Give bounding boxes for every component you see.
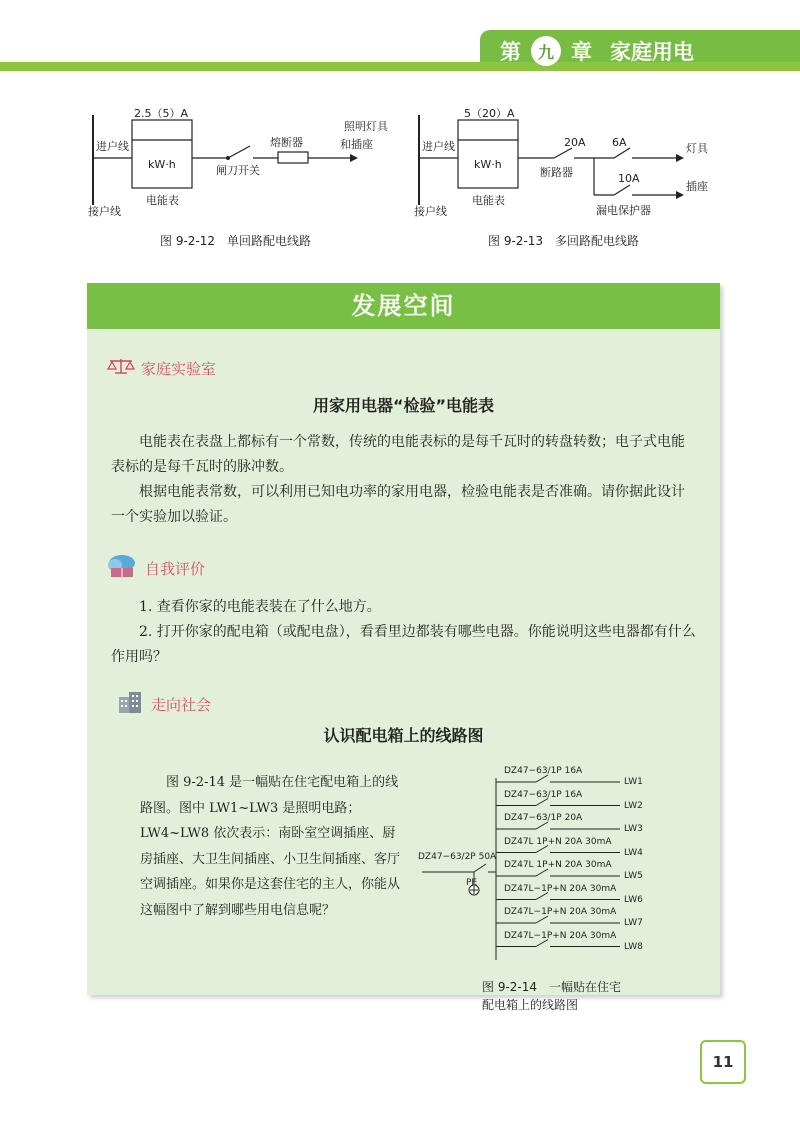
fig13-breaker-rating: 20A — [564, 136, 586, 149]
cloud-book-icon — [105, 553, 139, 583]
fig13-branch1-rating: 6A — [612, 136, 627, 149]
branch-switch — [536, 916, 548, 923]
multi-circuit-wiring — [414, 100, 714, 220]
fig13-breaker: 断路器 — [540, 166, 573, 179]
branch-spec: DZ47−63/1P 16A — [504, 789, 583, 800]
branch-spec: DZ47L−1P+N 20A 30mA — [504, 883, 617, 894]
branch-switch — [536, 846, 548, 853]
building-icon — [117, 691, 145, 717]
wiring-pe: PE — [466, 878, 478, 888]
figure-distribution-box — [414, 760, 654, 975]
wiring-caption — [482, 978, 621, 1014]
fig13-branch2-rating: 10A — [618, 172, 640, 185]
branch-line-label: LW3 — [624, 824, 643, 834]
branch-switch — [536, 799, 548, 806]
fig13-meter-label: 电能表 — [472, 194, 505, 207]
fig12-in-line: 进户线 — [96, 140, 129, 153]
fig12-load-line1: 照明灯具 — [344, 120, 388, 133]
branch-line-label: LW6 — [624, 894, 643, 905]
self-eval-heading-text: 自我评价 — [145, 559, 206, 578]
fig13-meter-unit: kW·h — [474, 158, 502, 171]
branch-switch — [536, 893, 548, 900]
branch-spec: DZ47L 1P+N 20A 30mA — [504, 836, 612, 847]
branch-spec: DZ47L 1P+N 20A 30mA — [504, 860, 612, 870]
lab-title: 用家用电器“检验”电能表 — [312, 396, 495, 415]
branch-spec: DZ47−63/1P 16A — [504, 766, 583, 776]
branch-switch — [536, 940, 548, 947]
society-heading — [117, 691, 211, 717]
self-eval-heading — [105, 553, 205, 583]
branch-switch — [536, 775, 548, 782]
branch-switch — [536, 869, 548, 876]
lab-heading — [107, 357, 216, 379]
wiring-caption-line1: 图 9-2-14 一幅贴在住宅 — [482, 980, 622, 994]
branch-spec: DZ47L−1P+N 20A 30mA — [504, 907, 617, 917]
society-heading-text: 走向社会 — [151, 695, 212, 714]
fig13-rating: 5（20）A — [464, 107, 515, 120]
fig13-in-line: 进户线 — [422, 140, 455, 153]
self-eval-question-1: 1. 查看你家的电能表装在了什么地方。 — [139, 599, 381, 615]
lab-heading-text: 家庭实验室 — [141, 359, 217, 378]
fig12-fuse: 熔断器 — [270, 136, 303, 149]
branch-line-label: LW4 — [624, 847, 643, 858]
fig13-rcd: 漏电保护器 — [596, 204, 651, 217]
fig12-knife-switch: 闸刀开关 — [216, 164, 260, 177]
fig12-rating: 2.5（5）A — [134, 107, 189, 120]
society-title: 认识配电箱上的线路图 — [323, 726, 484, 745]
fig12-meter-label: 电能表 — [146, 194, 179, 207]
branch-line-label: LW5 — [624, 871, 643, 881]
fig13-caption: 图 9-2-13 多回路配电线路 — [488, 234, 640, 248]
lab-paragraph-2: 根据电能表常数，可以利用已知电功率的家用电器，检验电能表是否准确。请你据此设计一个实验加以验证。 — [111, 484, 685, 525]
branch-line-label: LW8 — [624, 941, 643, 952]
chapter-number: 九 — [531, 36, 561, 66]
branch-switch — [536, 822, 548, 829]
branch-line-label: LW2 — [624, 800, 643, 811]
lab-paragraph-1: 电能表在表盘上都标有一个常数，传统的电能表标的是每千瓦时的转盘转数；电子式电能表标的是每千瓦时的脉冲数。 — [111, 434, 685, 475]
page-number: 11 — [700, 1040, 746, 1084]
branch-spec: DZ47L−1P+N 20A 30mA — [504, 930, 617, 941]
fig12-load-line2: 和插座 — [340, 138, 373, 151]
self-eval-question-2: 2. 打开你家的配电箱（或配电盘），看看里边都装有哪些电器。你能说明这些电器都有什么作用吗？ — [111, 624, 696, 665]
chapter-suffix: 章 — [571, 39, 592, 64]
fig12-ground: 接户线 — [88, 205, 121, 218]
wiring-main-breaker: DZ47−63/2P 50A — [418, 852, 497, 862]
chapter-title: 家庭用电 — [610, 39, 694, 64]
branch-line-label: LW1 — [624, 777, 643, 787]
fig13-lamp: 灯具 — [686, 142, 708, 155]
chapter-prefix: 第 — [500, 39, 521, 64]
branch-spec: DZ47−63/1P 20A — [504, 813, 583, 823]
fig12-meter-unit: kW·h — [148, 158, 176, 171]
balance-scale-icon — [107, 357, 135, 379]
wiring-caption-line2: 配电箱上的线路图 — [482, 998, 579, 1012]
society-paragraph: 图 9-2-14 是一幅贴在住宅配电箱上的线路图。图中 LW1~LW3 是照明电路；LW4~LW8 依次表示：南卧室空调插座、厨房插座、大卫生间插座、小卫生间插座、客厅空调插座。如果你是这套住宅的主人，你能从这幅图中了解到哪些用电信息呢？ — [140, 775, 401, 918]
fig13-ground: 接户线 — [414, 205, 447, 218]
figure-single-circuit — [88, 100, 408, 220]
figure-multi-circuit — [414, 100, 714, 220]
panel-title: 发展空间 — [87, 283, 720, 329]
chapter-heading — [500, 36, 694, 66]
fig13-socket: 插座 — [686, 180, 708, 193]
fig12-caption: 图 9-2-12 单回路配电线路 — [160, 234, 312, 248]
branch-line-label: LW7 — [624, 918, 643, 928]
